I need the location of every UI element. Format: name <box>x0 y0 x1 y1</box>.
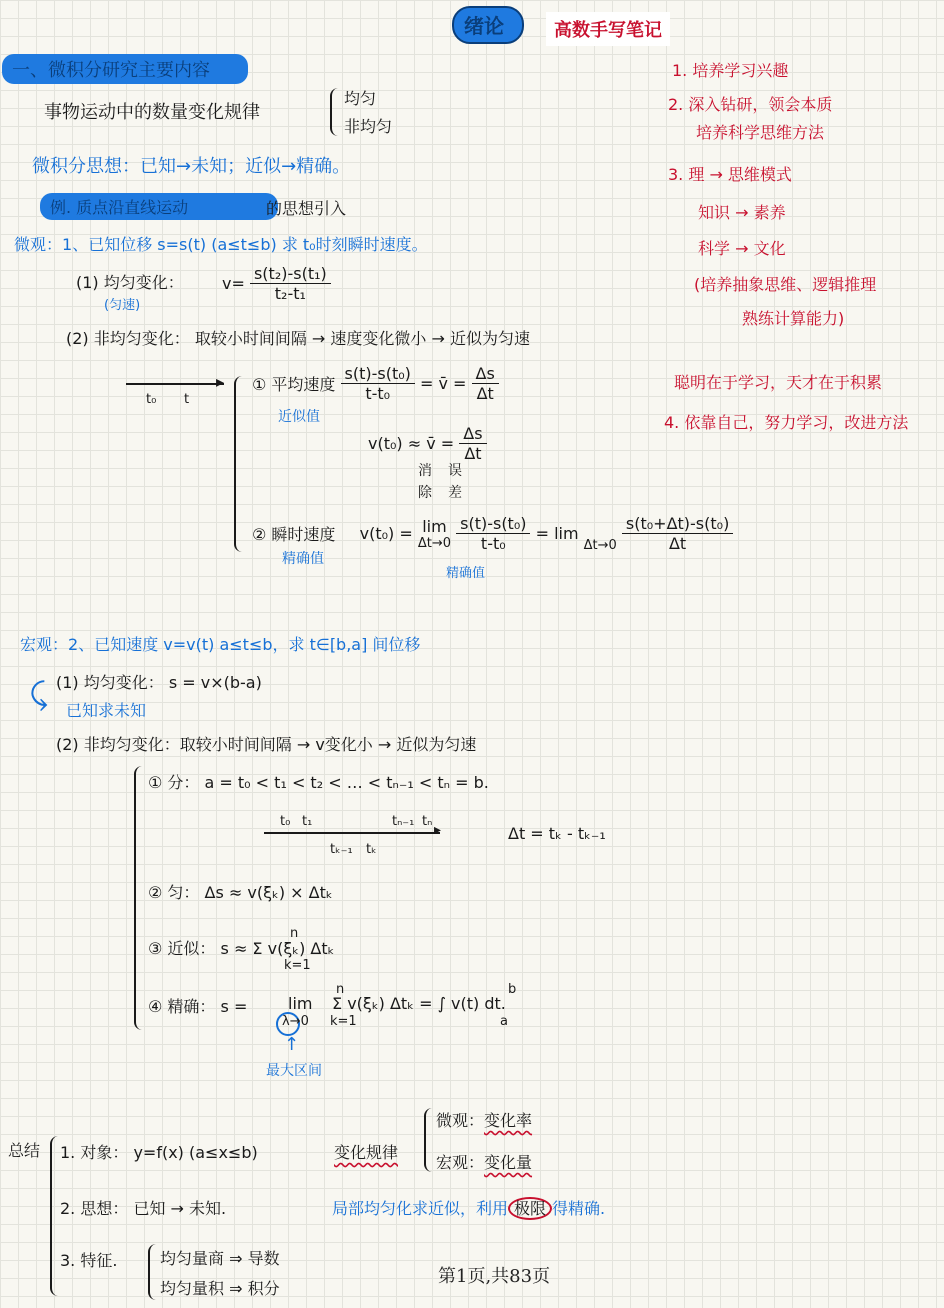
step-exact-bottom: k=1 <box>330 1014 357 1029</box>
step-approx: ③ 近似： s ≈ Σ v(ξₖ) Δtₖ <box>148 939 335 958</box>
macro-nonuniform: (2) 非均匀变化：取较小时间间隔 → v变化小 → 近似为匀速 <box>56 735 477 754</box>
summary-feature: 3. 特征. <box>60 1251 118 1270</box>
summary-macro: 宏观：变化量 <box>436 1153 533 1172</box>
time-axis <box>126 383 224 385</box>
axis-t0: t₀ <box>146 392 157 407</box>
law-split-brace <box>424 1108 434 1172</box>
summary-idea-detail: 局部均匀化求近似，利用 极限 得精确. <box>332 1199 606 1218</box>
micro-label: 微观：1、已知位移 s=s(t) (a≤t≤b) 求 t₀时刻瞬时速度。 <box>14 235 428 254</box>
step-exact-sum: Σ v(ξₖ) Δtₖ = ∫ v(t) dt. <box>332 994 506 1013</box>
law-uniform: 均匀 <box>344 89 377 108</box>
calculus-idea: 微积分思想：已知→未知；近似→精确。 <box>32 156 351 177</box>
integral-lower: a <box>500 1014 508 1029</box>
partition-axis-arrow: ▸ <box>434 822 442 838</box>
eliminate-label: 消除 <box>418 463 432 501</box>
partition-axis <box>264 832 440 834</box>
axis-tick-tk1: tₖ₋₁ <box>330 842 353 857</box>
feature-integral: 均匀量积 ⇒ 积分 <box>160 1279 280 1298</box>
axis-tick-t0: t₀ <box>280 814 291 829</box>
approx-velocity: v(t₀) ≈ v̄ = $\frac{\Delta s}{\Delta t}$ <box>368 424 487 463</box>
example-tail: 的思想引入 <box>266 199 347 218</box>
axis-tick-t1: t₁ <box>302 814 313 829</box>
inst-note-2: 精确值 <box>446 566 486 581</box>
step-uniform: ② 匀： Δs ≈ v(ξₖ) × Δtₖ <box>148 883 333 902</box>
note-5: 4. 依靠自己，努力学习，改进方法 <box>664 413 909 432</box>
summary-label: 总结 <box>8 1141 41 1160</box>
note-3d: 熟练计算能力) <box>742 309 845 328</box>
axis-tick-tk: tₖ <box>366 842 377 857</box>
known-to-unknown: 已知求未知 <box>66 701 147 720</box>
law-nonuniform: 非均匀 <box>344 117 393 136</box>
nonuniform-brace <box>234 376 248 552</box>
avg-note: 近似值 <box>278 409 320 425</box>
error-label: 误差 <box>448 463 462 501</box>
step-exact-sub: λ→0 <box>282 1014 309 1029</box>
note-3: 3. 理 → 思维模式 <box>668 165 792 184</box>
summary-idea: 2. 思想： 已知 → 未知. <box>60 1199 227 1218</box>
uniform-formula: v= $\frac{\text{s(t₂)-s(t₁)}}{\text{t₂-t₁}}$ <box>222 264 331 303</box>
nonuniform-label: (2) 非均匀变化： 取较小时间间隔 → 速度变化微小 → 近似为匀速 <box>66 329 530 348</box>
chapter-title: 绪论 <box>464 14 504 38</box>
note-1: 1. 培养学习兴趣 <box>672 61 789 80</box>
avg-velocity: ① 平均速度 $\frac{\text{s(t)-s(t₀)}}{\text{t-t₀}}$ = v̄ = $\frac{\Delta s}{\Delta t}$ <box>252 364 499 403</box>
step-approx-top: n <box>290 926 299 941</box>
note-2b: 培养科学思维方法 <box>696 123 825 142</box>
note-2a: 2. 深入钻研，领会本质 <box>668 95 833 114</box>
macro-problem: 宏观：2、已知速度 v=v(t) a≤t≤b，求 t∈[b,a] 间位移 <box>20 635 421 654</box>
max-interval-note: 最大区间 <box>266 1063 322 1079</box>
summary-micro: 微观：变化率 <box>436 1111 533 1130</box>
summary-object: 1. 对象： y=f(x) (a≤x≤b) <box>60 1143 258 1162</box>
note-3c: (培养抽象思维、逻辑推理 <box>694 275 877 294</box>
inst-note: 精确值 <box>282 551 324 567</box>
feature-derivative: 均匀量商 ⇒ 导数 <box>160 1249 280 1268</box>
uniform-note: (匀速) <box>104 298 141 313</box>
feature-brace <box>148 1244 158 1300</box>
uniform-label: (1) 均匀变化： <box>76 273 184 292</box>
time-axis-arrow: ▸ <box>216 372 225 391</box>
known-arrow-icon: ⤹ <box>30 677 48 712</box>
step-divide: ① 分： a = t₀ < t₁ < t₂ < … < tₙ₋₁ < tₙ = b. <box>148 773 489 792</box>
note-3a: 知识 → 素养 <box>698 203 786 222</box>
step-approx-bottom: k=1 <box>284 958 311 973</box>
macro-uniform: (1) 均匀变化： s = v×(b-a) <box>56 673 262 692</box>
integral-upper: b <box>508 982 517 997</box>
step-exact: ④ 精确： s = <box>148 997 248 1016</box>
step-exact-lim: lim <box>288 994 313 1013</box>
note-4: 聪明在于学习，天才在于积累 <box>674 373 883 392</box>
law-prefix: 事物运动中的数量变化规律 <box>44 102 260 123</box>
note-3b: 科学 → 文化 <box>698 239 786 258</box>
note-title: 高数手写笔记 <box>546 12 670 46</box>
axis-t: t <box>184 392 190 407</box>
summary-law: 变化规律 <box>334 1143 399 1162</box>
delta-t-def: Δt = tₖ - tₖ₋₁ <box>508 824 606 843</box>
law-brace <box>330 88 340 136</box>
section-heading: 一、微积分研究主要内容 <box>2 54 248 84</box>
up-arrow-icon: ↑ <box>284 1034 300 1055</box>
axis-tick-tn1: tₙ₋₁ <box>392 814 415 829</box>
inst-velocity: ② 瞬时速度 v(t₀) = lim Δt→0 $\frac{\text{s(t)-s(t₀)}}{\text{t-t₀}}$ = lim Δt→0 $\frac{\text{s(t₀+Δt)-s(t₀)}}{\Delta t}$ <box>252 514 733 553</box>
example-heading: 例. 质点沿直线运动 <box>40 193 278 220</box>
axis-tick-tn: tₙ <box>422 814 433 829</box>
step-exact-top: n <box>336 982 345 997</box>
page-indicator: 第1页,共83页 <box>438 1266 551 1287</box>
